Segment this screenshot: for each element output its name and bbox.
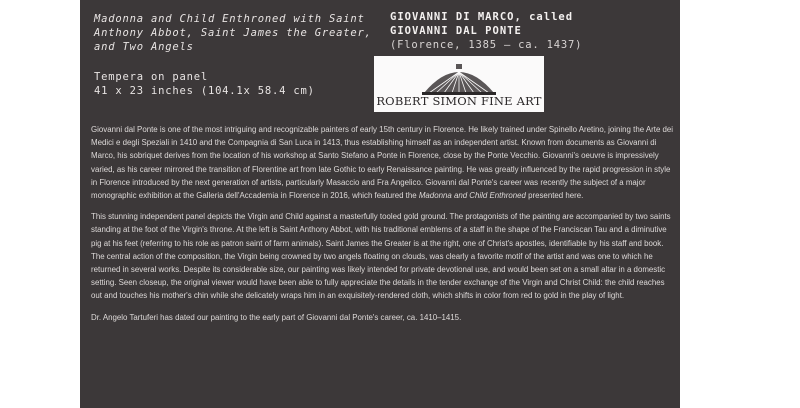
artwork-title-italic: Madonna and Child Enthroned	[418, 191, 526, 201]
catalog-panel	[80, 0, 680, 408]
description-paragraph-1	[91, 123, 675, 202]
artwork-title: Madonna and Child Enthroned with Saint Anthony Abbot, Saint James the Greater, and Two Angels	[94, 13, 372, 53]
dome-icon	[422, 59, 496, 95]
paragraph-1-end: presented here.	[525, 191, 584, 201]
artist-info	[390, 10, 680, 52]
artist-name-line2: GIOVANNI DAL PONTE	[390, 25, 522, 37]
paragraph-1-text: Giovanni dal Ponte is one of the most intriguing and recognizable painters of early 15th century in Florence. He likely trained under Spinello Aretino, joining the Arte dei Medici e degli Speziali in 1410 and the Compagnia di San Luca in 1413, thus establishing himself as an independent artist. Known from documents as Giovanni di Marco, his sobriquet derives from the location of his workshop at Santo Stefano a Ponte in Florence, close by the Ponte Vecchio. Giovanni's oeuvre is impressively varied, as his career mirrored the transition of Florentine art from late Gothic to early Renaissance painting. He was greatly influenced by the rapid progression in style in Florence introduced by the next generation of artists, particularly Masaccio and Fra Angelico. Giovanni dal Ponte's career was recently the subject of a major monographic exhibition at the Galleria dell'Accademia in Florence in 2016, which featured the	[91, 125, 674, 201]
artist-dates: (Florence, 1385 – ca. 1437)	[390, 39, 583, 51]
logo-text: ROBERT SIMON FINE ART	[376, 94, 542, 108]
gallery-logo	[374, 56, 544, 112]
description-paragraph-2: This stunning independent panel depicts the Virgin and Child against a masterfully tooled gold ground. The protagonists of the painting are accompanied by two saints standing at the foot of the Virgin's throne. At the left is Saint Anthony Abbot, with his traditional emblems of a staff in the shape of the Franciscan Tau and a diminutive pig at his feet (referring to his role as patron saint of farm animals). Saint James the Greater is at the right, one of Christ's apostles, identifiable by his staff and book. The central action of the composition, the Virgin being crowned by two angels floating on clouds, was clearly a favorite motif of the artist and was one to which he returned in several works. Despite its considerable size, our painting was likely intended for private devotional use, and would been set on a small altar in a domestic setting. Seen closeup, the original viewer would have been able to fully appreciate the details in the tender exchange of the Virgin and Christ Child: the child reaches out and touches his mother's chin while she delicately wraps him in an exquisitely-rendered cloth, which shifts in color from red to gold in the play of light.	[91, 212, 671, 301]
artwork-dimensions: 41 x 23 inches (104.1x 58.4 cm)	[94, 85, 315, 97]
artwork-medium: Tempera on panel	[94, 71, 208, 83]
artist-name-line1: GIOVANNI DI MARCO, called	[390, 11, 574, 23]
artwork-info	[94, 12, 372, 98]
description-paragraph-3: Dr. Angelo Tartuferi has dated our painting to the early part of Giovanni dal Ponte's career, ca. 1410–1415.	[91, 312, 462, 322]
description	[91, 123, 675, 332]
